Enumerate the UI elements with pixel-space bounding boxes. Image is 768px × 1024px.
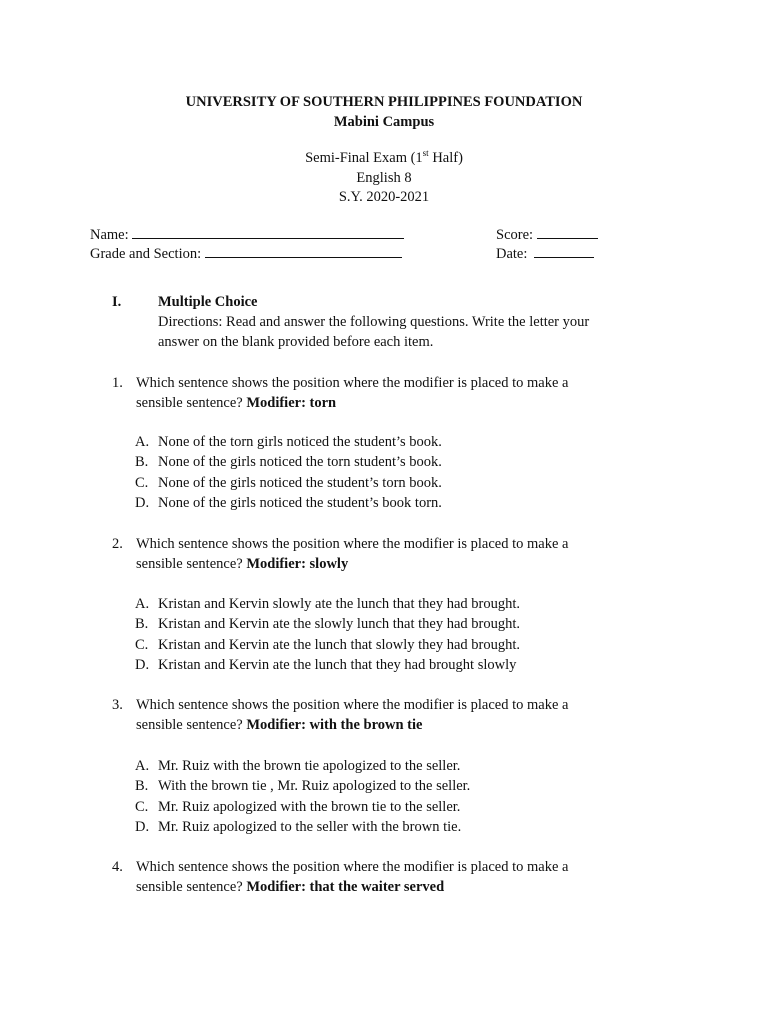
section-directions xyxy=(158,312,678,352)
choice-text: With the brown tie , Mr. Ruiz apologized to the seller. xyxy=(158,778,471,795)
choice-a xyxy=(135,594,655,614)
exam-title-pre: Semi-Final Exam (1 xyxy=(305,150,423,166)
choice-text: Mr. Ruiz with the brown tie apologized to the seller. xyxy=(158,758,461,774)
choice-letter: C. xyxy=(135,474,149,491)
question-number: 4. xyxy=(112,859,123,875)
question-line-2-text: sensible sentence? xyxy=(136,717,243,733)
choice-text: None of the girls noticed the student’s book torn. xyxy=(158,494,442,511)
question-text xyxy=(136,534,656,574)
score-blank[interactable] xyxy=(537,224,598,239)
question-line-2-text: sensible sentence? xyxy=(136,395,243,411)
score-field xyxy=(496,224,598,245)
date-blank[interactable] xyxy=(534,243,594,258)
question-1-choices xyxy=(135,432,655,513)
question-line-2 xyxy=(136,877,656,897)
grade-section-label: Grade and Section: xyxy=(90,246,202,262)
choice-text: None of the torn girls noticed the student’s book. xyxy=(158,434,442,450)
choice-text: None of the girls noticed the torn student’s book. xyxy=(158,454,442,471)
document-header xyxy=(0,92,768,132)
choice-letter: B. xyxy=(135,616,149,633)
score-label: Score: xyxy=(496,227,534,243)
date-field xyxy=(496,243,594,264)
date-label: Date: xyxy=(496,246,528,262)
choice-letter: D. xyxy=(135,656,150,673)
choice-letter: B. xyxy=(135,454,149,471)
choice-letter: A. xyxy=(135,434,150,450)
choice-c xyxy=(135,635,655,655)
choice-letter: A. xyxy=(135,758,150,774)
grade-section-blank[interactable] xyxy=(205,243,402,258)
question-modifier: Modifier: torn xyxy=(246,395,337,411)
choice-text: None of the girls noticed the student’s torn book. xyxy=(158,474,442,491)
question-line-2 xyxy=(136,554,656,574)
choice-b xyxy=(135,614,655,634)
choice-c xyxy=(135,797,655,817)
question-modifier: Modifier: with the brown tie xyxy=(246,717,423,733)
question-line-2-text: sensible sentence? xyxy=(136,556,243,572)
choice-letter: D. xyxy=(135,494,150,511)
choice-text: Kristan and Kervin ate the slowly lunch that they had brought. xyxy=(158,616,521,633)
choice-d xyxy=(135,817,655,837)
info-row-2 xyxy=(90,243,610,263)
question-number: 3. xyxy=(112,697,123,713)
question-line-1: Which sentence shows the position where the modifier is placed to make a xyxy=(136,697,569,713)
campus-name: Mabini Campus xyxy=(333,114,435,130)
name-label: Name: xyxy=(90,227,129,243)
question-line-2 xyxy=(136,715,656,735)
grade-section-field xyxy=(90,243,402,264)
choice-letter: B. xyxy=(135,778,149,795)
directions-line-2: answer on the blank provided before each item. xyxy=(158,334,434,350)
choice-text: Kristan and Kervin slowly ate the lunch that they had brought. xyxy=(158,596,521,612)
choice-a xyxy=(135,432,655,452)
university-name: UNIVERSITY OF SOUTHERN PHILIPPINES FOUNDATION xyxy=(185,94,583,110)
choice-c xyxy=(135,473,655,493)
exam-title xyxy=(0,149,768,169)
question-line-2-text: sensible sentence? xyxy=(136,879,243,895)
choice-letter: C. xyxy=(135,636,149,653)
question-line-1: Which sentence shows the position where the modifier is placed to make a xyxy=(136,536,569,552)
question-line-1: Which sentence shows the position where the modifier is placed to make a xyxy=(136,375,569,391)
school-year: S.Y. 2020-2021 xyxy=(338,189,430,205)
question-modifier: Modifier: that the waiter served xyxy=(246,879,445,895)
choice-text: Mr. Ruiz apologized to the seller with the brown tie. xyxy=(158,818,462,835)
choice-d xyxy=(135,655,655,675)
choice-text: Kristan and Kervin ate the lunch that they had brought slowly xyxy=(158,656,517,673)
name-field xyxy=(90,224,404,245)
choice-d xyxy=(135,493,655,513)
choice-a xyxy=(135,756,655,776)
choice-text: Mr. Ruiz apologized with the brown tie to the seller. xyxy=(158,798,461,815)
info-row-1 xyxy=(90,224,610,244)
choice-text: Kristan and Kervin ate the lunch that slowly they had brought. xyxy=(158,636,521,653)
question-text xyxy=(136,373,656,413)
question-number: 1. xyxy=(112,375,123,391)
question-text xyxy=(136,695,656,735)
directions-line-1: Directions: Read and answer the following questions. Write the letter your xyxy=(158,314,590,330)
exam-info xyxy=(0,149,768,208)
exam-title-sup: st xyxy=(422,148,429,159)
question-line-2 xyxy=(136,393,656,413)
choice-letter: A. xyxy=(135,596,150,612)
section-title: Multiple Choice xyxy=(158,294,258,310)
exam-subject: English 8 xyxy=(356,169,412,186)
section-number: I. xyxy=(112,294,122,310)
choice-letter: D. xyxy=(135,818,150,835)
question-2-choices xyxy=(135,594,655,675)
question-number: 2. xyxy=(112,536,123,552)
exam-title-post: Half) xyxy=(428,150,463,166)
choice-b xyxy=(135,452,655,472)
question-line-1: Which sentence shows the position where the modifier is placed to make a xyxy=(136,859,569,875)
choice-letter: C. xyxy=(135,798,149,815)
name-blank[interactable] xyxy=(132,224,404,239)
question-modifier: Modifier: slowly xyxy=(246,556,349,572)
question-text xyxy=(136,857,656,897)
question-3-choices xyxy=(135,756,655,837)
choice-b xyxy=(135,776,655,796)
